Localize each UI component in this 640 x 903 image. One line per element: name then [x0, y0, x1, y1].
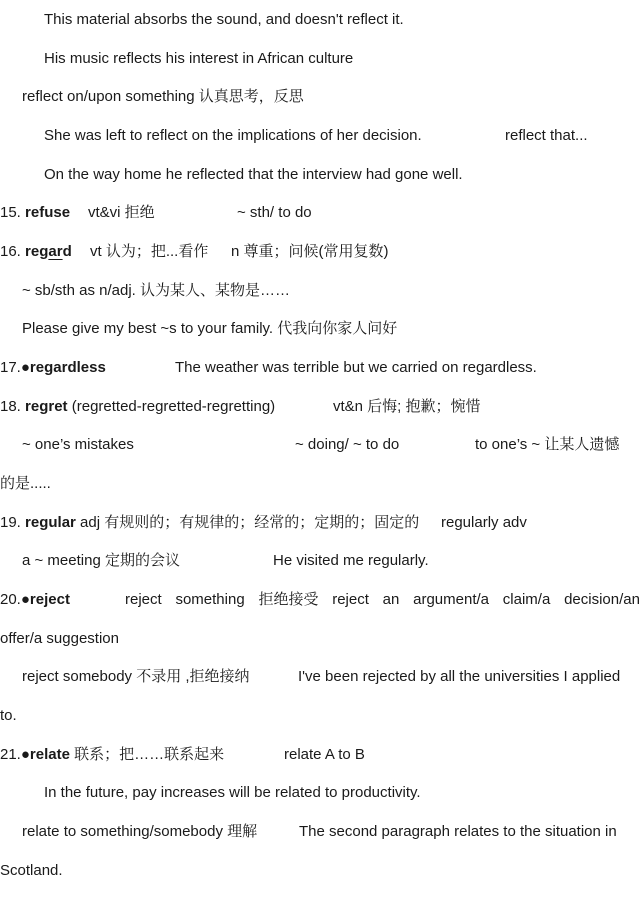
noun-meaning: n 尊重；问候(常用复数) — [231, 243, 389, 260]
usage-pattern: ~ sth/ to do — [237, 204, 312, 221]
verb-forms: (regretted-regretted-regretting) — [67, 398, 276, 415]
example-sentence: On the way home he reflected that the interview had gone well. — [44, 166, 463, 183]
word: argument/a — [413, 591, 490, 608]
entry-number: 21. — [0, 746, 21, 763]
headword-part: d — [62, 243, 72, 260]
phrase-continuation — [0, 628, 640, 650]
entry-number: 16. — [0, 243, 26, 260]
part-of-speech: vt&vi 拒绝 — [88, 204, 155, 221]
example-sentence: His music reflects his interest in African culture — [44, 50, 354, 67]
example-line — [0, 164, 640, 186]
usage-pattern: ~ one’s mistakes — [22, 436, 134, 453]
usage-pattern-continued: offer/a suggestion — [0, 630, 119, 647]
part-of-speech: 联系；把……联系起来 — [69, 746, 225, 763]
usage-pattern-continued: 的是..... — [0, 475, 51, 492]
usage-pattern: to one’s ~ 让某人遗憾 — [475, 436, 620, 453]
entry-relate — [0, 744, 640, 766]
headword: refuse — [25, 204, 71, 221]
entry-regular — [0, 512, 640, 534]
phrase-continuation — [0, 705, 640, 727]
example-line — [0, 48, 640, 70]
example-sentence: The weather was terrible but we carried on regardless. — [175, 359, 537, 376]
headword: regret — [25, 398, 68, 415]
example-line — [0, 125, 640, 147]
part-of-speech: adj 有规则的；有规律的；经常的；定期的；固定的 — [75, 514, 420, 531]
entry-number: 19. — [0, 514, 26, 531]
headword: ●reject — [20, 591, 70, 608]
example-sentence-continued: Scotland. — [0, 862, 63, 879]
derived-word: regularly adv — [441, 514, 527, 531]
phrase-line — [0, 86, 640, 108]
phrase: reflect on/upon something 认真思考，反思 — [22, 88, 304, 105]
word: decision/an — [564, 591, 640, 608]
example-sentence: Please give my best ~s to your family. 代我向你家人问好 — [22, 320, 398, 337]
entry-regret — [0, 396, 640, 418]
phrase-line — [0, 821, 640, 843]
phrase-line — [0, 666, 640, 688]
part-of-speech: vt 认为；把...看作 — [90, 243, 209, 260]
example-sentence-continued: to. — [0, 707, 17, 724]
word: claim/a — [502, 591, 551, 608]
entry-regardless — [0, 357, 640, 379]
word: reject — [332, 591, 369, 608]
phrase: reflect that... — [505, 127, 588, 144]
phrase-line — [0, 550, 640, 572]
entry-number: 17. — [0, 359, 21, 376]
entry-number: 15. — [0, 204, 26, 221]
example-sentence: This material absorbs the sound, and doesn't reflect it. — [44, 11, 404, 28]
headword: ●relate — [20, 746, 70, 763]
headword-part: reg — [25, 243, 49, 260]
headword-underlined-part: ar — [48, 243, 63, 260]
example-sentence: The second paragraph relates to the situation in — [299, 823, 617, 840]
word: something — [175, 591, 245, 608]
example-line — [0, 782, 640, 804]
entry-reject — [0, 589, 640, 611]
part-of-speech: vt&n 后悔; 抱歉；惋惜 — [333, 398, 481, 415]
phrase-line — [0, 280, 640, 302]
example-sentence: In the future, pay increases will be related to productivity. — [44, 784, 421, 801]
usage-pattern: a ~ meeting 定期的会议 — [22, 552, 180, 569]
word: 拒绝接受 — [258, 591, 319, 608]
usage-pattern: ~ doing/ ~ to do — [295, 436, 400, 453]
usage-pattern: reject somebody 不录用 ,拒绝接纳 — [22, 668, 250, 685]
entry-refuse — [0, 202, 640, 224]
usage-pattern: relate A to B — [284, 746, 365, 763]
headword — [25, 243, 72, 260]
example-line — [0, 318, 640, 340]
usage-pattern: relate to something/somebody 理解 — [22, 823, 258, 840]
entry-regard — [0, 241, 640, 263]
example-sentence: I've been rejected by all the universities I applied — [298, 668, 621, 685]
example-line — [0, 9, 640, 31]
justified-usage-line — [125, 589, 640, 611]
headword: regular — [25, 514, 76, 531]
usage-pattern: ~ sb/sth as n/adj. 认为某人、某物是…… — [22, 282, 290, 299]
phrase-continuation — [0, 473, 640, 495]
phrase-line — [0, 434, 640, 456]
phrase-continuation — [0, 860, 640, 882]
entry-number: 18. — [0, 398, 26, 415]
word: an — [382, 591, 400, 608]
headword: ●regardless — [20, 359, 106, 376]
word: reject — [125, 591, 162, 608]
example-sentence: She was left to reflect on the implications of her decision. — [44, 127, 422, 144]
entry-number: 20. — [0, 591, 21, 608]
example-sentence: He visited me regularly. — [273, 552, 429, 569]
